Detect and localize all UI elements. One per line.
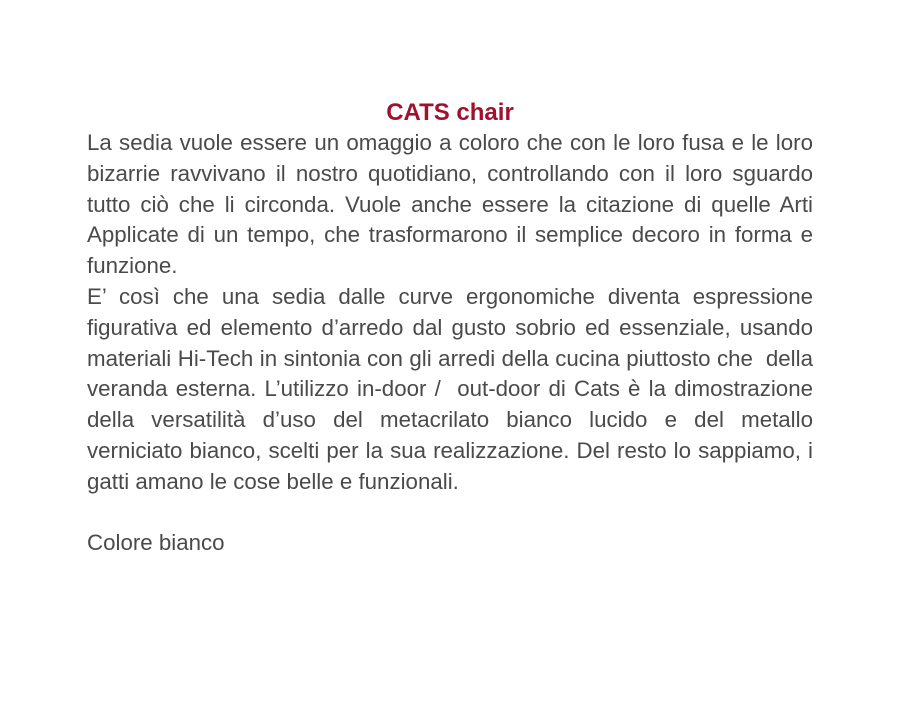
description-paragraph-1: La sedia vuole essere un omaggio a coloro che con le loro fusa e le loro bizarrie ravvivano il nostro quotidiano, controllando con il loro sguardo tutto ciò che li circonda. Vuole anche essere la citazione di quelle Arti Applicate di un tempo, che trasformarono il semplice decoro in forma e funzione. xyxy=(87,130,820,279)
color-info: Colore bianco xyxy=(87,530,225,556)
description-paragraph-2: E’ così che una sedia dalle curve ergonomiche diventa espressione figurativa ed elemento d’arredo dal gusto sobrio ed essenziale, usando materiali Hi-Tech in sintonia con gli arredi della cucina piuttosto che della veranda esterna. L’utilizzo in-door / out-door di Cats è la dimostrazione della versatilità d’uso del metacrilato bianco lucido e del metallo verniciato bianco, scelti per la sua realizzazione. Del resto lo sappiamo, i gatti amano le cose belle e funzionali. xyxy=(87,283,820,494)
page-title: CATS chair xyxy=(386,99,514,126)
